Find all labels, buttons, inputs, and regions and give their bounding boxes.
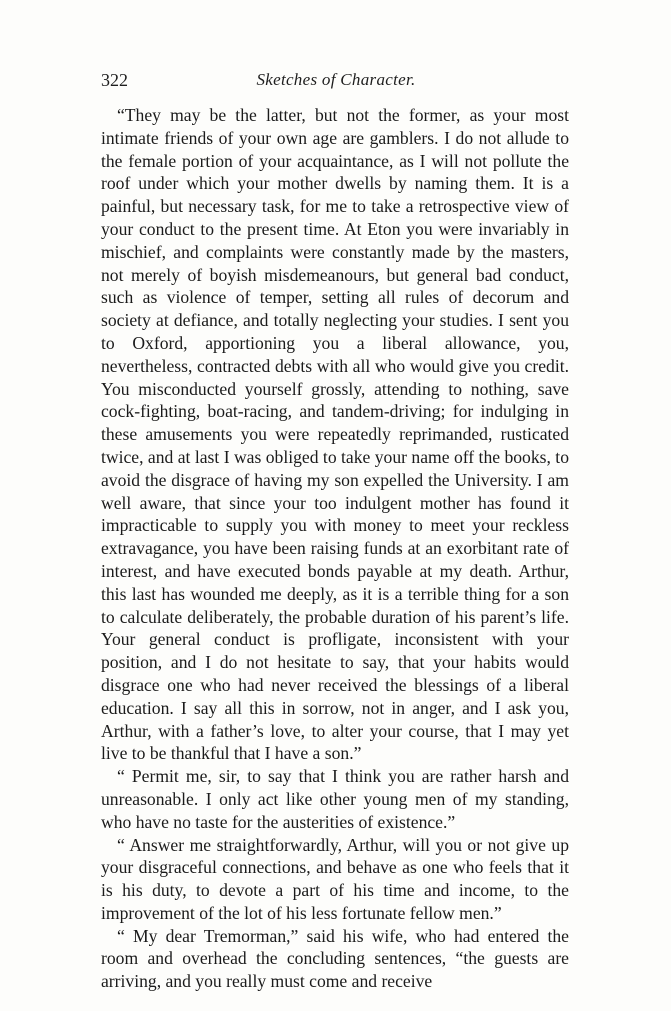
page-number: 322 [101, 70, 128, 90]
paragraph-arthur-reply: “ Permit me, sir, to say that I think you are rather harsh and unreasonable. I only act like other young men of my standing, who have no taste for the austerities of existence.” [101, 766, 569, 832]
page-header [101, 70, 571, 96]
body-text [101, 104, 569, 993]
running-title: Sketches of Character. [256, 70, 416, 89]
paragraph-wife-interruption: “ My dear Tremorman,” said his wife, who had entered the room and overhead the concluding sentences, “the guests are arriving, and you really must come and receive [101, 925, 569, 992]
paragraph-father-question: “ Answer me straightforwardly, Arthur, will you or not give up your disgraceful connections, and behave as one who feels that it is his duty, to devote a part of his time and income, to the improvement of the lot of his less fortunate fellow men.” [101, 834, 569, 923]
paragraph-father-speech: “They may be the latter, but not the former, as your most intimate friends of your own age are gamblers. I do not allude to the female portion of your acquaintance, as I will not pollute the roof under which your mother dwells by naming them. It is a painful, but necessary task, for me to take a retrospective view of your conduct to the present time. At Eton you were invariably in mischief, and complaints were constantly made by the masters, not merely of boyish misdemeanours, but general bad conduct, such as violence of temper, setting all rules of decorum and society at defiance, and totally neglecting your studies. I sent you to Oxford, apportioning you a liberal allowance, you, nevertheless, contracted debts with all who would give you credit. You misconducted yourself grossly, attending to nothing, save cock-fighting, boat-racing, and tandem-driving; for indulging in these amusements you were repeatedly reprimanded, rusticated twice, and at last I was obliged to take your name off the books, to avoid the disgrace of having my son expelled the University. I am well aware, that since your too indulgent mother has found it impracticable to supply you with money to meet your reckless extravagance, you have been raising funds at an exorbitant rate of interest, and have executed bonds payable at my death. Arthur, this last has wounded me deeply, as it is a terrible thing for a son to calculate deliberately, the probable duration of his parent’s life. Your general conduct is profligate, inconsistent with your position, and I do not hesitate to say, that your habits would disgrace one who had never received the blessings of a liberal education. I say all this in sorrow, not in anger, and I ask you, Arthur, with a father’s love, to alter your course, that I may yet live to be thankful that I have a son.” [101, 105, 569, 764]
